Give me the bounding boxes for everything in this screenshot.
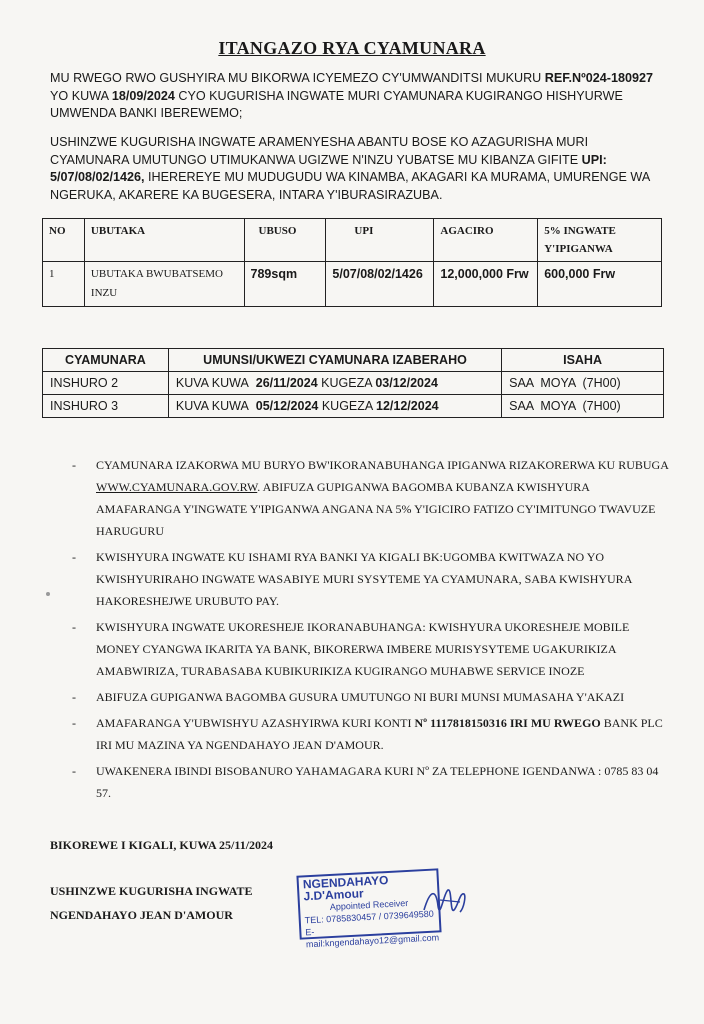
- signatory-name: NGENDAHAYO JEAN D'AMOUR: [50, 908, 233, 922]
- period-label: KUGEZA: [321, 376, 372, 390]
- cell-land: UBUTAKA BWUBATSEMO INZU: [84, 262, 244, 307]
- list-item: [96, 712, 671, 756]
- column-header: UBUTAKA: [84, 219, 244, 262]
- cell-area: 789sqm: [244, 262, 326, 307]
- cell-round: INSHURO 3: [43, 395, 169, 418]
- scan-mark: [46, 592, 50, 596]
- intro-text: CYO KUGURISHA INGWATE MURI CYAMUNARA KUGIRANGO HISHYURWE UMWENDA BANKI IBEREWEMO;: [50, 88, 623, 120]
- column-header: UBUSO: [244, 219, 326, 262]
- column-header: UPI: [326, 219, 434, 262]
- notice-text: IHEREREYE MU MUDUGUDU WA KINAMBA, AKAGARI KA MURAMA, UMURENGE WA NGERUKA, AKARERE KA BUGESERA, INTARA Y'IBURASIRAZUBA.: [50, 170, 650, 202]
- list-item-text: . ABIFUZA GUPIGANWA BAGOMBA KUBANZA KWISHYURA AMAFARANGA Y'INGWATE Y'IPIGANWA ANGANA NA 5% Y'IGICIRO FATIZO CY'IMITUNGO TWAVUZE HARUGURU: [96, 480, 656, 538]
- cell-time: SAA MOYA (7H00): [502, 372, 664, 395]
- signatory-role: USHINZWE KUGURISHA INGWATE: [50, 884, 253, 898]
- cell-period: [168, 372, 501, 395]
- table-row: [43, 395, 664, 418]
- schedule-table: [42, 348, 664, 418]
- upi-number: UPI: 5/07/08/02/1426,: [50, 152, 607, 184]
- notice-title: ITANGAZO RYA CYAMUNARA: [218, 38, 486, 58]
- cell-period: [168, 395, 501, 418]
- period-label: KUVA KUWA: [175, 376, 249, 390]
- column-header: 5% INGWATE Y'IPIGANWA: [538, 219, 662, 262]
- table-row: [43, 372, 664, 395]
- list-item: - KWISHYURA INGWATE KU ISHAMI RYA BANKI YA KIGALI BK:UGOMBA KWITWAZA NO YO KWISHYURIRAHO INGWATE WASABIYE MURI SYSYTEME YA CYAMUNARA, SABA KWISHYURA HAKORESHEJWE URUBUTO PAY.: [96, 546, 671, 612]
- cell-round: INSHURO 2: [43, 372, 169, 395]
- end-date: 03/12/2024: [375, 376, 438, 390]
- property-table: [42, 218, 662, 307]
- column-header: AGACIRO: [434, 219, 538, 262]
- cell-no: 1: [43, 262, 85, 307]
- intro-text: MU RWEGO RWO GUSHYIRA MU BIKORWA ICYEMEZO CY'UMWANDITSI MUKURU: [50, 71, 545, 85]
- list-item-text: BANK PLC IRI MU MAZINA YA NGENDAHAYO JEAN D'AMOUR.: [96, 716, 663, 752]
- decision-date: 18/09/2024: [111, 88, 175, 103]
- list-item-text: CYAMUNARA IZAKORWA MU BURYO BW'IKORANABUHANGA IPIGANWA RIZAKORERWA KU RUBUGA: [96, 458, 669, 472]
- stamp-email: E-mail:kngendahayo12@gmail.com: [305, 926, 440, 950]
- table-row: [43, 262, 662, 307]
- list-item: [96, 454, 671, 542]
- account-number: Nº 1117818150316 IRI MU RWEGO: [414, 716, 601, 730]
- column-header: CYAMUNARA: [43, 349, 169, 372]
- cell-upi: 5/07/08/02/1426: [326, 262, 434, 307]
- period-label: KUGEZA: [321, 399, 373, 413]
- column-header: ISAHA: [502, 349, 664, 372]
- handwritten-signature: [420, 880, 470, 926]
- column-header: UMUNSI/UKWEZI CYAMUNARA IZABERAHO: [168, 349, 501, 372]
- column-header: NO: [43, 219, 85, 262]
- notice-text: USHINZWE KUGURISHA INGWATE ARAMENYESHA ABANTU BOSE KO AZAGURISHA MURI CYAMUNARA UMUTUNGO UTIMUKANWA UGIZWE N'INZU YUBATSE MU KIBANZA GIFITE: [50, 135, 589, 167]
- end-date: 12/12/2024: [376, 399, 439, 413]
- stamp-phone: TEL: 0785830457 / 0739649580: [304, 908, 434, 926]
- cell-deposit: 600,000 Frw: [538, 262, 662, 307]
- cell-time: SAA MOYA (7H00): [502, 395, 664, 418]
- list-item-text: AMAFARANGA Y'UBWISHYU AZASHYIRWA KURI KONTI: [96, 716, 415, 730]
- cell-value: 12,000,000 Frw: [434, 262, 538, 307]
- stamp-role: Appointed Receiver: [329, 897, 409, 913]
- intro-paragraph: [50, 70, 660, 123]
- conditions-list: [96, 454, 671, 808]
- list-item: - ABIFUZA GUPIGANWA BAGOMBA GUSURA UMUTUNGO NI BURI MUNSI MUMASAHA Y'AKAZI: [96, 686, 671, 708]
- start-date: 05/12/2024: [255, 399, 319, 413]
- period-label: KUVA KUWA: [175, 399, 249, 413]
- notice-paragraph: [50, 134, 660, 204]
- auction-website-link[interactable]: WWW.CYAMUNARA.GOV.RW: [96, 480, 258, 494]
- property-table-header: [43, 219, 662, 262]
- list-item: - KWISHYURA INGWATE UKORESHEJE IKORANABUHANGA: KWISHYURA UKORESHEJE MOBILE MONEY CYANGWA IKARITA YA BANK, BIKORERWA IMBERE MURISYSYTEME UGAKURIKIZA AMABWIRIZA, TURABASABA KUBIKURIKIZA KUGIRANGO MUHABWE SERVICE INOZE: [96, 616, 671, 682]
- signing-date: BIKOREWE I KIGALI, KUWA 25/11/2024: [50, 838, 274, 852]
- list-item: - UWAKENERA IBINDI BISOBANURO YAHAMAGARA KURI Nº ZA TELEPHONE IGENDANWA : 0785 83 04 57.: [96, 760, 671, 804]
- intro-text: YO KUWA: [50, 88, 112, 103]
- schedule-table-header: [43, 349, 664, 372]
- reference-number: REF.Nº024-180927: [544, 71, 653, 85]
- stamp-name: NGENDAHAYO J.D'Amour: [302, 872, 389, 904]
- start-date: 26/11/2024: [255, 376, 318, 390]
